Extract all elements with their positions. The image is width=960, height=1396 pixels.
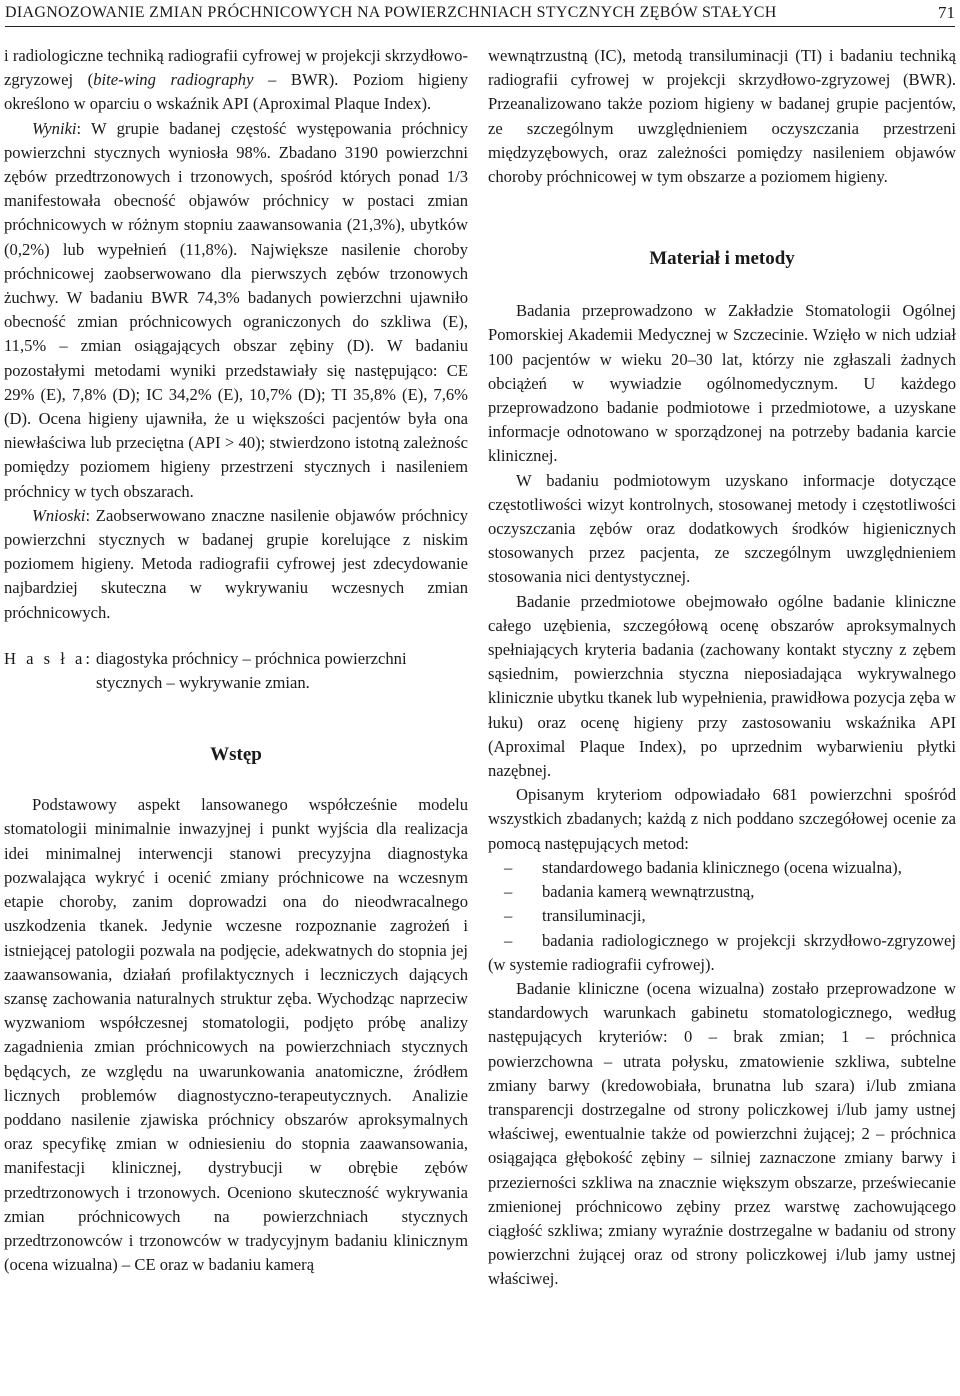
bite-wing-term: bite-wing radiography <box>93 70 254 90</box>
methods-heading: Materiał i metody <box>649 248 795 270</box>
conclusions-label: Wnioski <box>32 505 86 525</box>
conclusions-text: : Zaobserwowano znaczne nasilenie objawów próchnicy powierzchni stycznych w badanej grupie korelujące z niskim poziomem higieny. Metoda radiografii cyfrowej jest zdecydowanie najbardziej skuteczna w wykrywaniu wczesnych zmian próchnicowych. <box>4 505 468 622</box>
list-item <box>488 929 956 977</box>
methods-list <box>488 856 956 977</box>
list-dash: – <box>504 906 513 926</box>
right-column <box>488 44 956 1292</box>
running-title: DIAGNOZOWANIE ZMIAN PRÓCHNICOWYCH NA POWIERZCHNIACH STYCZNYCH ZĘBÓW STAŁYCH <box>5 4 777 21</box>
running-header <box>5 2 955 27</box>
list-dash: – <box>504 882 513 902</box>
list-item-text: standardowego badania klinicznego (ocena wizualna), <box>542 857 902 877</box>
intro-continuation-paragraph: wewnątrzustną (IC), metodą transiluminacji (TI) i badaniu techniką radiografii cyfrowej w projekcji skrzydłowo-zgryzowej (BWR). Przeanalizowano także poziom higieny w badanej grupie pacjentów, ze szczególnym uwzględnieniem oczyszczania przestrzeni międzyzębowych, oraz zależności pomiędzy nasileniem objawów choroby próchnicowej w tym obszarze a poziomem higieny. <box>488 46 956 187</box>
abstract-methods-paragraph <box>4 44 468 117</box>
intro-paragraph: Podstawowy aspekt lansowanego współcześnie modelu stomatologii minimalnie inwazyjnej i punkt wyjścia dla realizacja idei minimalnej interwencji stanowi precyzyjna diagnostyka pozwalająca wykryć i ocenić zmiany próchnicowe na wczesnym etapie choroby, zanim doprowadzi ona do nieodwracalnego uszkodzenia tkanek. Jedynie wczesne rozpoznanie zagrożeń i istniejącej patologii pozwala na podjęcie, adekwatnych do stopnia jej zaawansowania, działań profilaktycznych i leczniczych dających szansę zachowania naturalnych struktur zęba. Wychodząc naprzeciw wyzwaniom współczesnej stomatologii, podjęto próbę analizy zagadnienia zmian próchnicowych na powierzchniach stycznych będących, ze względu na uwarunkowania anatomiczne, źródłem licznych problemów diagnostyczno-terapeutycznych. Analizie poddano nasilenie zjawiska próchnicy obszarów aproksymalnych oraz specyfikę zmian w odniesieniu do stopnia zaawansowania, manifestacji klinicznej, dystrybucji w obrębie zębów przedtrzonowych i trzonowych. Oceniono skuteczność wykrywania zmian próchnicowych na powierzchniach stycznych przedtrzonowców i trzonowców w tradycyjnym badaniu klinicznym (ocena wizualna) – CE oraz w badaniu kamerą <box>4 795 468 1275</box>
methods-paragraph-5: Badanie kliniczne (ocena wizualna) zostało przeprowadzone w standardowych warunkach gabinetu stomatologicznego, według następujących kryteriów: 0 – brak zmian; 1 – próchnica powierzchowna – utrata połysku, zmatowienie szkliwa, subtelne zmiany barwy (kredowobiała, brunatna lub szara) i/lub zmiana transparencji dostrzegalne od strony policzkowej i/lub jamy ustnej właściwej, ewentualnie także od powierzchni żującej; 2 – próchnica osiągająca głębokość zębiny – silniej zaznaczone zmiany barwy i przezierności szkliwa na znacznie większym obszarze, przeświecanie zmienionej próchnicowo zębiny przez warstwę zachowującego ciągłość szkliwa; zmiany wyraźnie dostrzegalne w badaniu od strony powierzchni żującej oraz od strony policzkowej i/lub jamy ustnej właściwej. <box>488 978 956 1289</box>
methods-paragraph-3: Badanie przedmiotowe obejmowało ogólne badanie kliniczne całego uzębienia, szczegółową ocenę obszarów aproksymalnych spełniających kryteria badania (zachowany kontakt styczny z zębem sąsiednim, powierzchnia styczna nieposiadająca wykrywalnego klinicznie ubytku tkanek lub wypełnienia, prawidłowa pozycja zęba w łuku) oraz ocenę higieny przy zastosowaniu wskaźnika API (Aproximal Plaque Index), po uprzednim wybarwieniu płytki nazębnej. <box>488 591 956 781</box>
list-item <box>488 880 956 904</box>
left-column <box>4 44 468 1277</box>
list-dash: – <box>504 857 513 877</box>
keywords-paragraph <box>4 647 468 695</box>
conclusions-paragraph <box>4 504 468 625</box>
results-paragraph <box>4 117 468 504</box>
list-item-text: badania radiologicznego w projekcji skrzydłowo-zgryzowej (w systemie radiografii cyfrowej). <box>488 930 956 974</box>
results-label: Wyniki <box>32 118 77 138</box>
page-number: 71 <box>938 3 955 22</box>
list-dash: – <box>504 930 513 950</box>
methods-paragraph-1: Badania przeprowadzono w Zakładzie Stomatologii Ogólnej Pomorskiej Akademii Medycznej w Szczecinie. Wzięło w nich udział 100 pacjentów w wieku 20–30 lat, którzy nie zgłaszali żadnych obciążeń w wywiadzie ogólnomedycznym. U każdego przeprowadzono badanie podmiotowe i przedmiotowe, a uzyskane informacje odnotowano w sporządzonej na potrzeby badania karcie klinicznej. <box>488 301 956 466</box>
intro-heading: Wstęp <box>210 744 262 766</box>
results-text: : W grupie badanej częstość występowania próchnicy powierzchni stycznych wyniosła 98%. Zbadano 3190 powierzchni zębów przedtrzonowych i trzonowych, spośród których ponad 1/3 manifestowała obecność objawów próchnicy w postaci zmian próchnicowych w różnym stopniu zaawansowania (21,3%), ubytków (0,2%) lub wypełnień (11,8%). Największe nasilenie choroby próchnicowej zaobserwowano dla pierwszych zębów trzonowych żuchwy. W badaniu BWR 74,3% badanych powierzchni ujawniło obecność zmian próchnicowych ograniczonych do szkliwa (E), 11,5% – zmian osiągających obszar zębiny (D). W badaniu pozostałymi metodami wyniki przedstawiały się następująco: CE 29% (E), 7,8% (D); IC 34,2% (E), 10,7% (D); TI 35,8% (E), 7,6% (D). Ocena higieny ujawniła, że u większości pacjentów była ona niewłaściwa lub przeciętna (API > 40); stwierdzono istotną zależnośc pomiędzy poziomem higieny przestrzeni stycznych i nasileniem próchnicy w tych obszarach. <box>4 118 468 501</box>
list-item-text: transiluminacji, <box>542 906 646 926</box>
list-item <box>488 856 956 880</box>
keywords-text: diagostyka próchnicy – próchnica powierzchni stycznych – wykrywanie zmian. <box>96 648 407 693</box>
list-item <box>488 904 956 928</box>
list-item-text: badania kamerą wewnątrzustną, <box>542 882 755 902</box>
keywords-label: H a s ł a: <box>4 648 93 668</box>
abstract-methods-text-rest: – BWR). Poziom higieny określono w oparciu o wskaźnik API (Aproximal Plaque Index). <box>4 70 469 114</box>
abstract-methods-text: i radiologiczne techniką radiografii cyfrowej w projekcji skrzydłowo-zgryzowej ( <box>4 46 468 90</box>
methods-paragraph-2: W badaniu podmiotowym uzyskano informacje dotyczące częstotliwości wizyt kontrolnych, stosowanej metody i częstotliwości oczyszczania zębów oraz dodatkowych środków higienicznych stosowanych przez pacjenta, ze szczególnym uwzględnieniem stosowania nici dentystycznej. <box>488 470 956 587</box>
methods-paragraph-4: Opisanym kryteriom odpowiadało 681 powierzchni spośród wszystkich zbadanych; każdą z nich poddano szczegółowej ocenie za pomocą następujących metod: <box>488 785 956 853</box>
